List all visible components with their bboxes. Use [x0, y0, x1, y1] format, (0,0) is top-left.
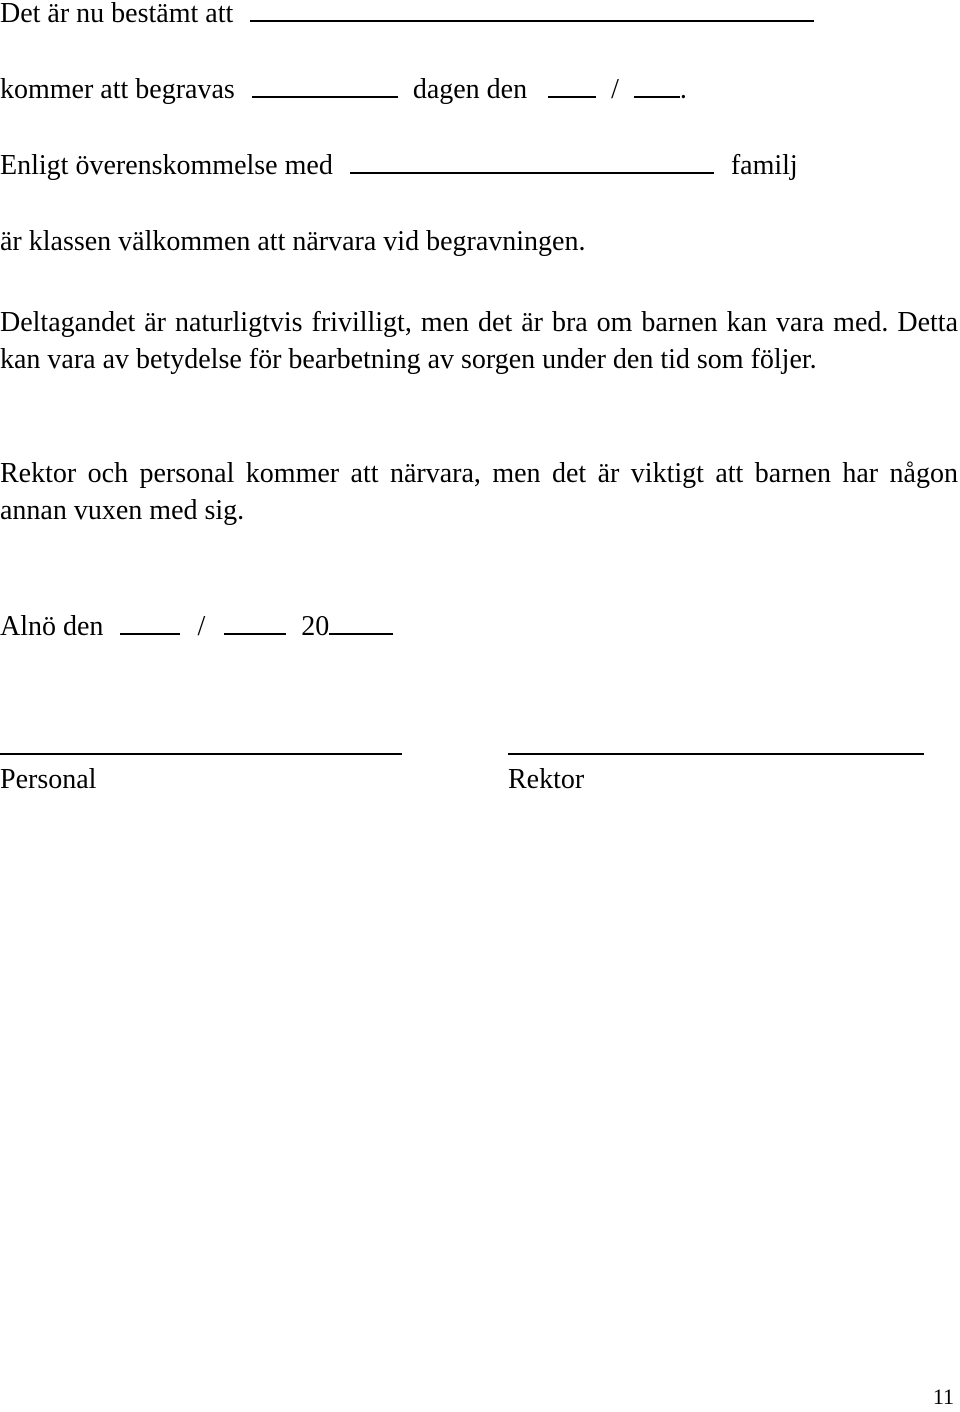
date-slash: / — [197, 611, 206, 642]
date-year-prefix: 20 — [301, 611, 330, 642]
principal-signature-label: Rektor — [508, 764, 585, 795]
agreement-text: Enligt överenskommelse med — [0, 150, 333, 181]
family-name-blank — [350, 148, 714, 174]
form-line-invitation — [0, 224, 585, 260]
burial-day-blank — [548, 72, 596, 98]
intro-text: Det är nu bestämt att — [0, 0, 234, 29]
burial-period: . — [679, 74, 687, 105]
date-line — [0, 609, 393, 645]
date-day-blank — [120, 609, 180, 635]
form-line-intro — [0, 0, 814, 32]
burial-text: kommer att begravas — [0, 74, 235, 105]
form-line-burial — [0, 72, 687, 108]
staff-signature-line — [0, 753, 402, 755]
staff-paragraph: Rektor och personal kommer att närvara, men det är viktigt att barnen har någon annan vuxen med sig. — [0, 458, 958, 526]
burial-blank — [252, 72, 398, 98]
invitation-text: är klassen välkommen att närvara vid begravningen. — [0, 226, 586, 257]
burial-date-slash: / — [611, 74, 619, 105]
family-text: familj — [730, 150, 798, 181]
staff-signature-label: Personal — [0, 764, 97, 795]
burial-date-text: dagen den — [412, 74, 528, 105]
date-prefix: Alnö den — [0, 611, 104, 642]
date-month-blank — [224, 609, 286, 635]
principal-signature-line — [508, 753, 924, 755]
form-line-agreement — [0, 148, 798, 184]
pupil-name-blank — [250, 0, 814, 22]
participation-paragraph: Deltagandet är naturligtvis frivilligt, men det är bra om barnen kan vara med. Detta kan vara av betydelse för bearbetning av sorgen under den tid som följer. — [0, 307, 958, 375]
date-year-blank — [329, 609, 393, 635]
page-number: 11 — [932, 1384, 954, 1409]
burial-month-blank — [634, 72, 680, 98]
